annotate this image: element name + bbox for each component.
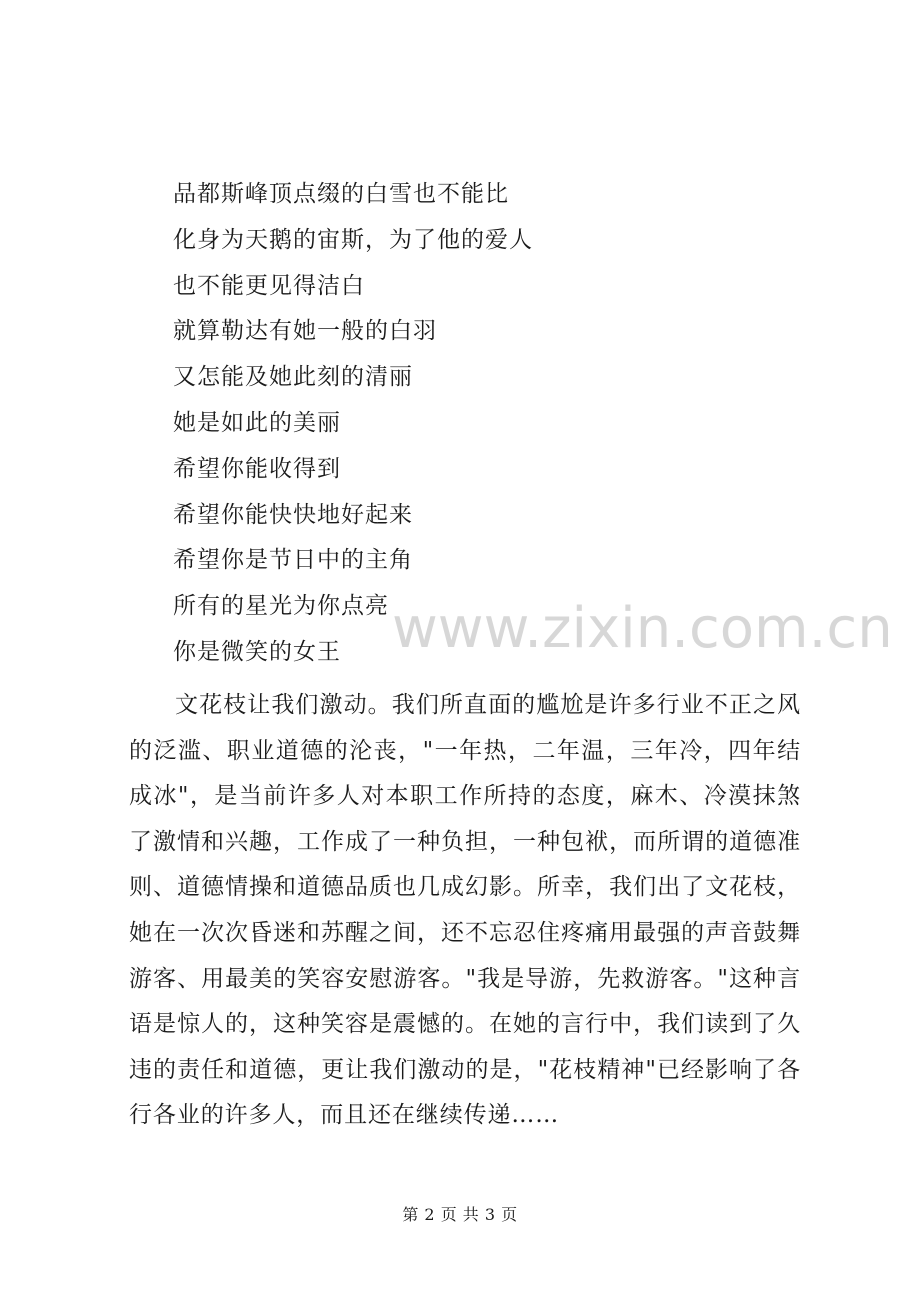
poem-line: 就算勒达有她一般的白羽: [173, 318, 437, 345]
poem-line: 希望你是节日中的主角: [173, 547, 413, 574]
watermark: www.zixin.com.cn: [392, 596, 893, 661]
poem-line: 希望你能收得到: [173, 455, 341, 482]
page-number-footer: 第 2 页 共 3 页: [402, 1205, 518, 1224]
poem-line: 你是微笑的女王: [173, 638, 341, 665]
poem-line: 她是如此的美丽: [173, 409, 341, 436]
poem-line: 又怎能及她此刻的清丽: [173, 364, 413, 391]
poem-line: 所有的星光为你点亮: [173, 593, 389, 620]
poem-line: 也不能更见得洁白: [173, 272, 365, 299]
body-paragraph: 文花枝让我们激动。我们所直面的尴尬是许多行业不正之风的泛滥、职业道德的沦丧，"一年热，二年温，三年冷，四年结成冰"，是当前许多人对本职工作所持的态度，麻木、冷漠抹煞了激情和兴趣，工作成了一种负担，一种包袱，而所谓的道德准则、道德情操和道德品质也几成幻影。所幸，我们出了文花枝，她在一次次昏迷和苏醒之间，还不忘忍住疼痛用最强的声音鼓舞游客、用最美的笑容安慰游客。"我是导游，先救游客。"这种言语是惊人的，这种笑容是震憾的。在她的言行中，我们读到了久违的责任和道德，更让我们激动的是，"花枝精神"已经影响了各行各业的许多人，而且还在继续传递……: [129, 692, 801, 1129]
poem-line: 品都斯峰顶点缀的白雪也不能比: [173, 181, 509, 207]
poem-line: 希望你能快快地好起来: [173, 501, 413, 528]
poem-line: 化身为天鹅的宙斯，为了他的爱人: [173, 226, 533, 253]
poem-block: [173, 172, 533, 676]
